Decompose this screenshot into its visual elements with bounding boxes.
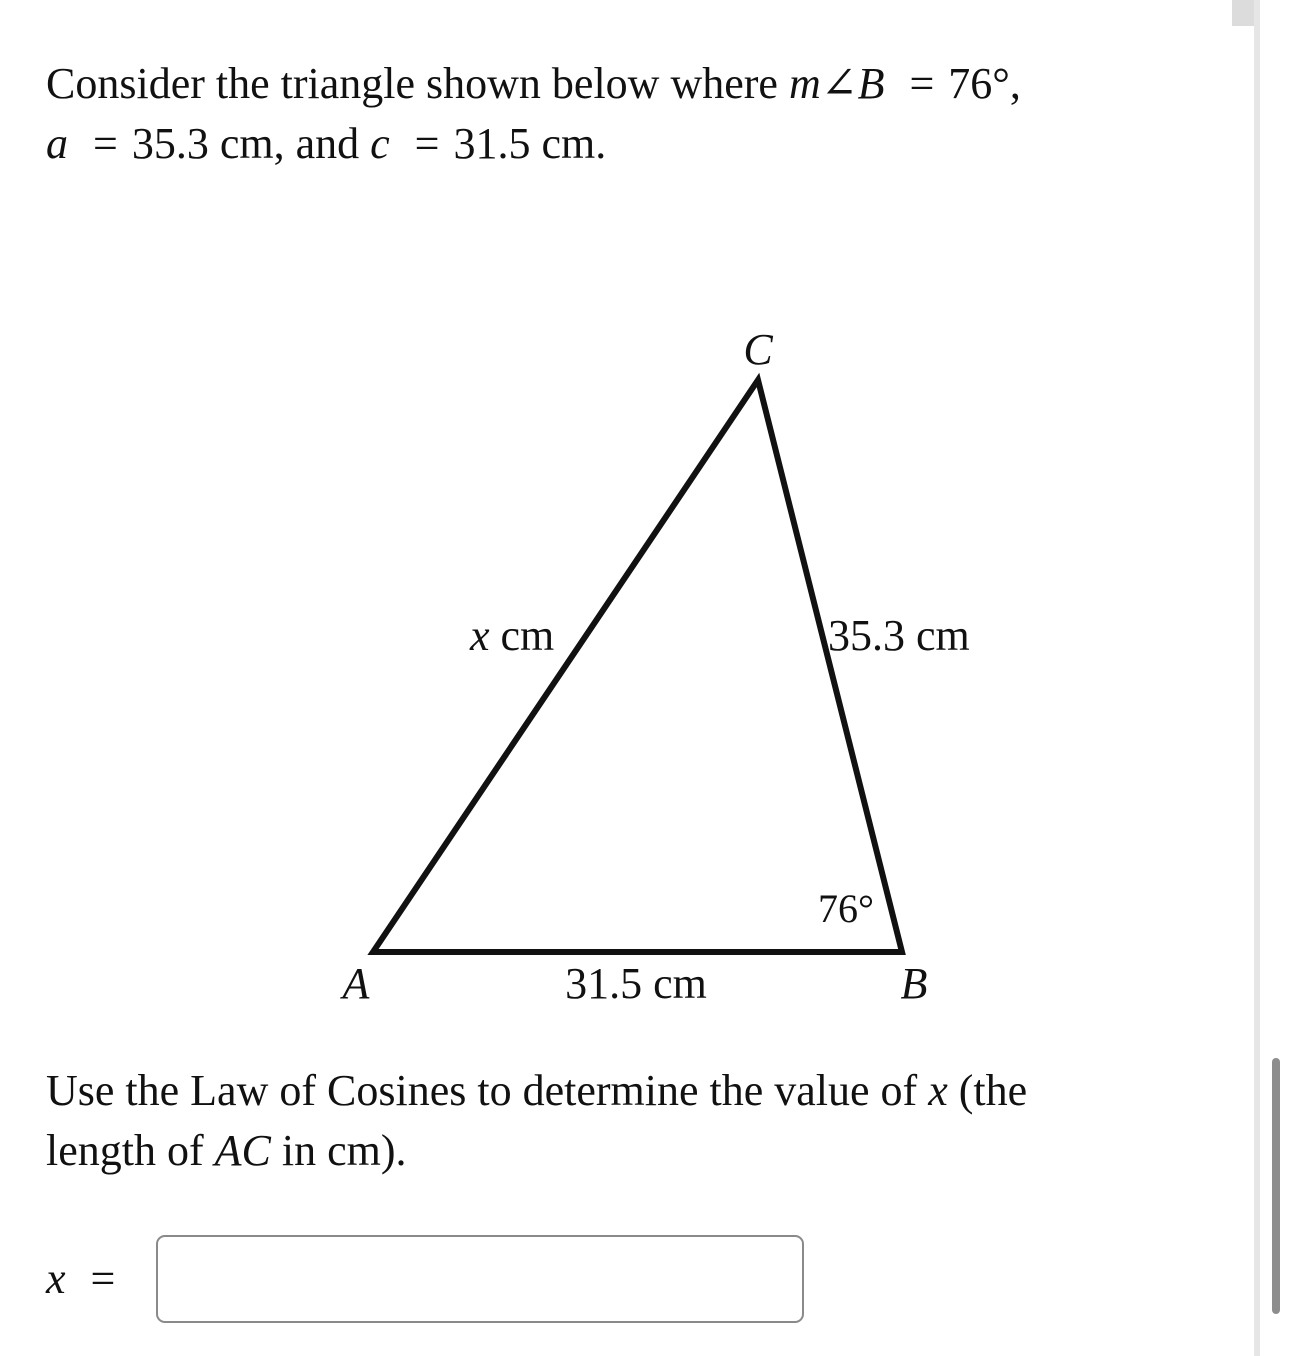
problem-statement-line-1 [46,55,1021,113]
answer-variable: x [46,1254,66,1303]
question-line-1 [46,1062,1027,1120]
side-bc-label: 35.3 cm [828,611,970,660]
equals-sign: = [909,59,935,108]
answer-equals: = [90,1254,116,1303]
angle-b-label: 76° [818,886,874,931]
side-ac-variable: x [470,611,490,660]
equals-sign: = [93,119,118,168]
answer-input[interactable] [156,1235,804,1323]
answer-label [46,1250,129,1308]
side-ab-label: 31.5 cm [565,959,707,1008]
vertex-b-label: B [900,959,928,1008]
question-text-length: length of [46,1126,204,1175]
question-text-cont: (the [958,1066,1028,1115]
problem-statement-line-2 [46,115,606,173]
side-ac-label [469,611,554,660]
angle-value: 76° [948,59,1010,108]
equals-sign: = [414,119,440,168]
question-segment-ac: AC [214,1126,271,1175]
side-a-value: 35.3 cm, and [131,119,360,168]
question-text: Use the Law of Cosines to determine the value of [46,1066,918,1115]
vertex-c-label: C [743,325,773,374]
question-line-2 [46,1122,407,1180]
angle-variable: m∠B [788,59,885,108]
vertex-a-label: A [342,959,370,1008]
scrollbar-track [1254,0,1260,1356]
scrollbar-thumb[interactable] [1272,1058,1280,1314]
question-variable: x [928,1066,948,1115]
question-text-end: in cm). [281,1126,407,1175]
side-c-variable: c [370,119,390,168]
side-c-value: 31.5 cm. [453,119,607,168]
intro-text: Consider the triangle shown below where [46,59,778,108]
triangle-abc [373,380,902,952]
side-a-variable: a [46,119,68,168]
comma: , [1009,59,1021,108]
side-ac-unit: cm [500,611,555,660]
